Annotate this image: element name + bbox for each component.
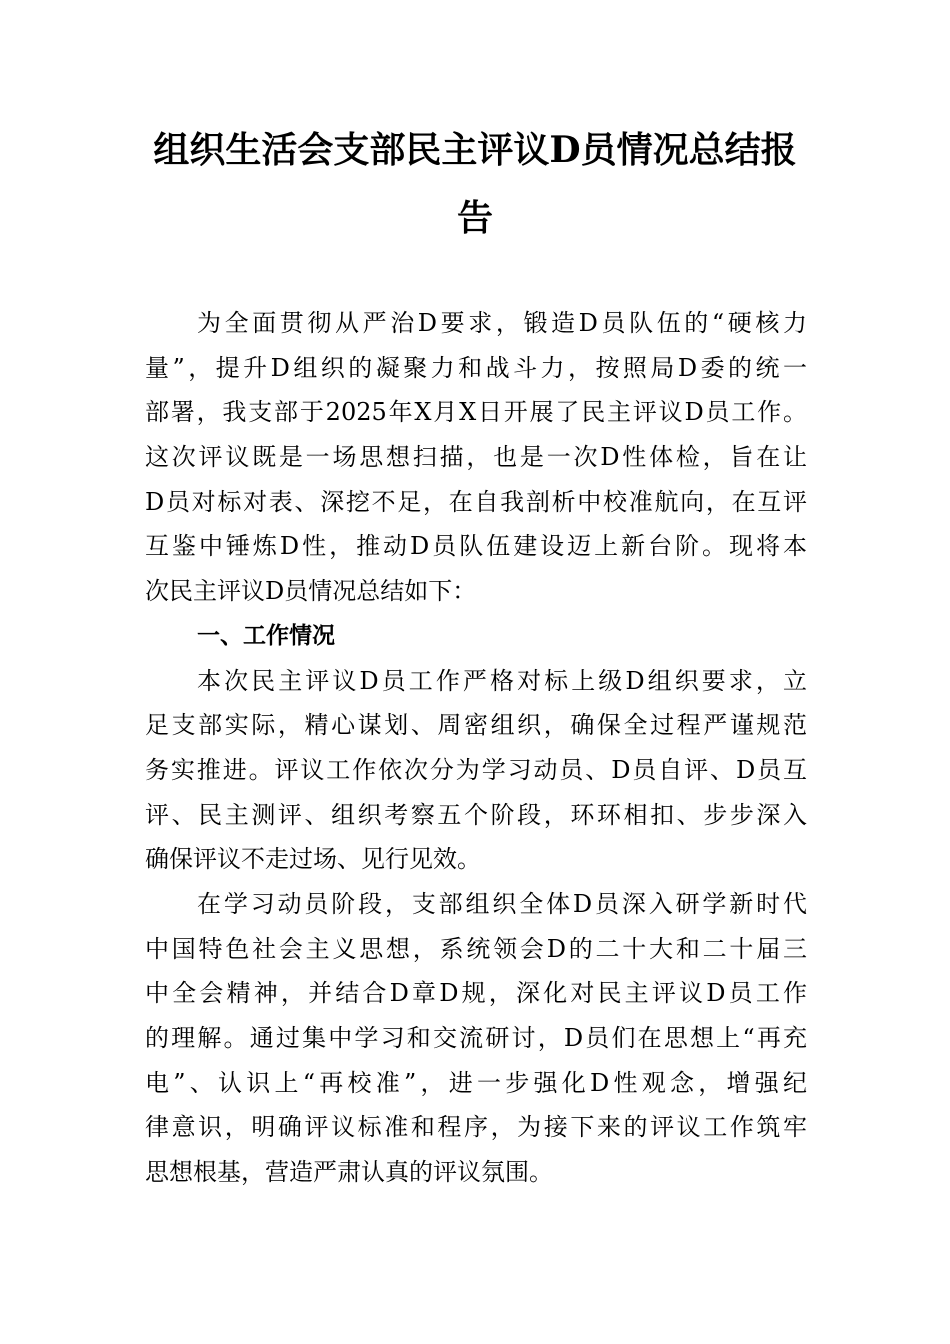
paragraph-line: D员对标对表、深挖不足，在自我剖析中校准航向，在互评 <box>145 487 807 516</box>
paragraph-line: 在学习动员阶段，支部组织全体D员深入研学新时代 <box>197 889 807 918</box>
paragraph-line: 本次民主评议D员工作严格对标上级D组织要求，立 <box>197 666 807 695</box>
paragraph <box>145 882 807 1195</box>
paragraph-line: 思想根基，营造严肃认真的评议氛围。 <box>145 1158 553 1187</box>
section-heading: 一、工作情况 <box>197 622 335 649</box>
paragraph-line: 律意识，明确评议标准和程序，为接下来的评议工作筑牢 <box>145 1113 807 1142</box>
paragraph <box>145 659 807 882</box>
document-body <box>145 301 807 1195</box>
paragraph-line: 量”，提升D组织的凝聚力和战斗力，按照局D委的统一 <box>145 353 807 382</box>
paragraph-line: 务实推进。评议工作依次分为学习动员、D员自评、D员互 <box>145 755 807 784</box>
title-line: 告 <box>456 197 493 239</box>
document-title <box>0 116 950 252</box>
title-line: 组织生活会支部民主评议D员情况总结报 <box>153 129 797 171</box>
paragraph-line: 为全面贯彻从严治D要求，锻造D员队伍的“硬核力 <box>197 309 807 337</box>
paragraph-line: 中全会精神，并结合D章D规，深化对民主评议D员工作 <box>145 979 807 1008</box>
paragraph-line: 确保评议不走过场、见行见效。 <box>145 845 481 874</box>
paragraph-line: 部署，我支部于2025年X月X日开展了民主评议D员工作。 <box>145 398 807 427</box>
paragraph-line: 电”、认识上“再校准”，进一步强化D性观念，增强纪 <box>145 1068 807 1097</box>
paragraph-line: 次民主评议D员情况总结如下： <box>145 577 477 606</box>
paragraph-line: 这次评议既是一场思想扫描，也是一次D性体检，旨在让 <box>145 443 807 472</box>
paragraph-line: 互鉴中锤炼D性，推动D员队伍建设迈上新台阶。现将本 <box>145 532 807 561</box>
paragraph <box>145 301 807 614</box>
paragraph-line: 评、民主测评、组织考察五个阶段，环环相扣、步步深入 <box>145 800 807 829</box>
paragraph-line: 的理解。通过集中学习和交流研讨，D员们在思想上“再充 <box>145 1024 807 1052</box>
paragraph-line: 中国特色社会主义思想，系统领会D的二十大和二十届三 <box>145 934 807 963</box>
paragraph-line: 足支部实际，精心谋划、周密组织，确保全过程严谨规范 <box>145 711 807 740</box>
